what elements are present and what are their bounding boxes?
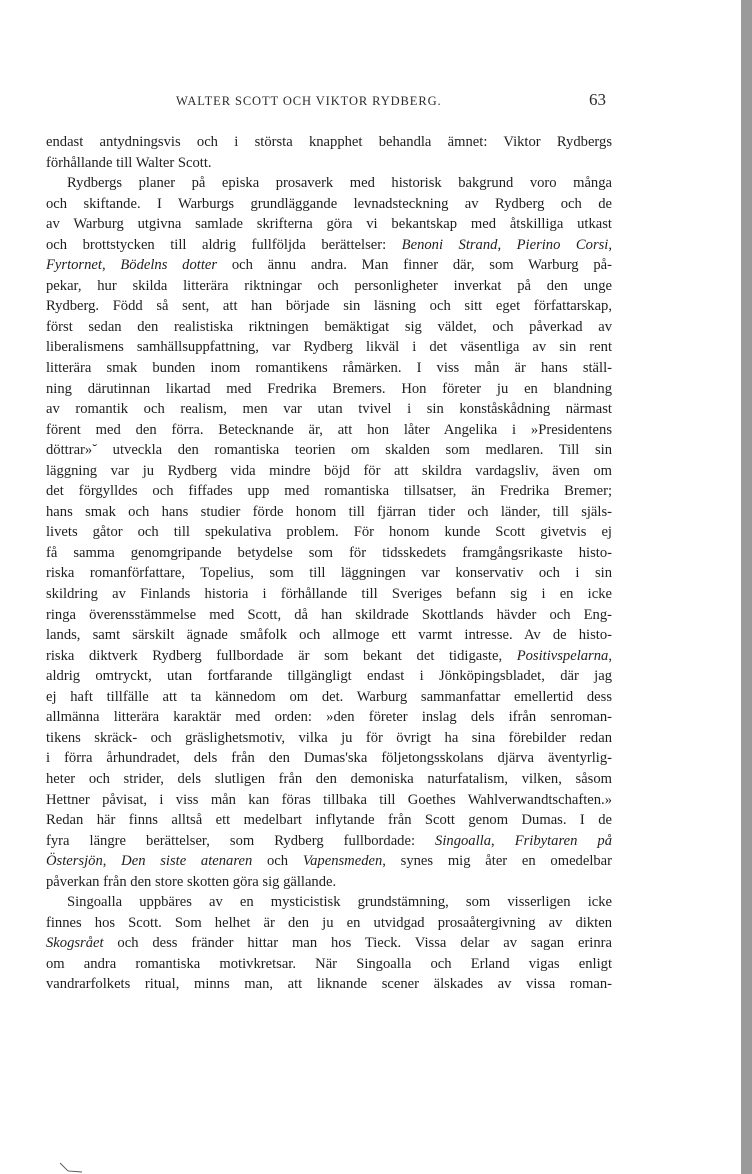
italic-title: Benoni Strand: [401, 236, 498, 253]
text-line: [46, 481, 612, 502]
italic-title: Positivspelarna: [516, 647, 609, 664]
text-run: skildring av Finlands historia i förhållande till Sveriges befann sig i en icke: [46, 586, 612, 603]
text-run: av romantik och realism, men var utan tvivel i sin konståskådning närmast: [46, 401, 612, 418]
text-line: [46, 605, 612, 626]
text-line: [46, 625, 612, 646]
text-line: [46, 810, 612, 831]
text-run: vandrarfolkets ritual, minns man, att liknande scener älskades av vissa roman-: [46, 976, 612, 993]
text-line: [46, 296, 612, 317]
text-run: ej haft tillfälle att ta kännedom om det. Warburg sammanfattar emellertid dess: [46, 688, 612, 705]
text-run: riska romanförfattare, Topelius, som till läggningen var konservativ och i sin: [46, 565, 612, 582]
running-title: WALTER SCOTT OCH VIKTOR RYDBERG.: [176, 94, 442, 108]
text-line: [46, 954, 612, 975]
text-line: [46, 358, 612, 379]
text-line: [46, 748, 612, 769]
text-run: ,: [608, 236, 612, 253]
text-line: [46, 666, 612, 687]
text-run: ,: [497, 236, 517, 253]
text-run: och dess fränder hittar man hos Tieck. Vissa delar av sagan erinra: [103, 935, 612, 952]
text-run: ringa överensstämmelse med Scott, då han skildrade Skottlands hävder och Eng-: [46, 606, 612, 623]
text-run: påverkan från den store skotten göra sig gällande.: [46, 873, 337, 890]
text-line: [46, 563, 612, 584]
text-line: [46, 153, 612, 174]
text-line: [46, 584, 612, 605]
text-run: endast antydningsvis och i största knapphet behandla ämnet: Viktor Rydbergs: [46, 134, 612, 150]
italic-title: Fribytaren på: [514, 832, 612, 849]
text-run: tikens skräck- och gräslighetsmotiv, vilka ju för övrigt ha sina förebilder redan: [46, 729, 612, 746]
text-line: [46, 379, 612, 400]
text-line: [46, 276, 612, 297]
text-run: ,: [491, 832, 515, 849]
body-text: [46, 132, 612, 995]
text-run: och ännu andra. Man finner där, som Warburg på-: [217, 257, 612, 274]
text-run: förhållande till Walter Scott.: [46, 154, 212, 171]
text-line: [46, 790, 612, 811]
page-number: 63: [589, 90, 606, 109]
italic-title: Bödelns dotter: [120, 257, 218, 274]
text-run: liberalismens samhällsuppfattning, var Rydberg likväl i det väsentliga av sin rent: [46, 339, 612, 356]
text-line: [46, 502, 612, 523]
scan-mark: [58, 1162, 84, 1174]
italic-title: Singoalla: [435, 832, 491, 849]
text-line: [46, 707, 612, 728]
text-run: i förra århundradet, dels från den Dumas'ska följetongsskolans djärva äventyrlig-: [46, 750, 612, 767]
text-run: fyra längre berättelser, som Rydberg fullbordade:: [46, 832, 436, 849]
text-line: [46, 255, 612, 276]
text-run: ning därutinnan likartad med Fredrika Bremers. Hon företer ju en blandning: [46, 380, 612, 397]
text-run: litterära smak bunden inom romantikens råmärken. I viss mån är hans ställ-: [46, 360, 612, 377]
text-line: [46, 892, 612, 913]
text-run: och brottstycken till aldrig fullföljda berättelser:: [46, 236, 402, 253]
text-run: livets gåtor och till spekulativa problem. För honom kunde Scott givetvis ej: [46, 524, 612, 541]
text-run: Singoalla uppbäres av en mysticistisk grundstämning, som visserligen icke: [67, 894, 612, 911]
text-line: [46, 933, 612, 954]
text-run: hans smak och hans studier förde honom till fjärran tider och länder, till själs-: [46, 503, 612, 520]
text-line: [46, 872, 612, 893]
text-run: och skiftande. I Warburgs grundläggande levnadsteckning av Rydberg och de: [46, 195, 612, 212]
text-run: lands, samt särskilt ägnade småfolk och allmoge ett varmt intresse. Av de histo-: [46, 627, 612, 644]
text-line: [46, 974, 612, 995]
text-line: [46, 461, 612, 482]
text-line: [46, 543, 612, 564]
text-run: och: [252, 853, 303, 870]
text-run: Hettner påvisat, i viss mån kan föras tillbaka till Goethes Wahlverwandtschaften.»: [46, 791, 612, 808]
text-run: ,: [102, 853, 122, 870]
text-run: , synes mig åter en omedelbar: [382, 853, 612, 870]
italic-title: Skogsrået: [46, 935, 104, 952]
text-line: [46, 913, 612, 934]
text-line: [46, 687, 612, 708]
text-line: [46, 831, 612, 852]
italic-title: Den siste atenaren: [121, 853, 253, 870]
text-run: det förgylldes och fiffades upp med romantiska tillsatser, än Fredrika Bremer;: [46, 483, 612, 500]
text-run: förent med den förra. Betecknande är, att hon låter Angelika i »Presidentens: [46, 421, 612, 438]
text-run: pekar, hur skilda litterära riktningar och personligheter inverkat på den unge: [46, 277, 612, 294]
text-run: allmänna litterära karaktär med orden: »den företer inslag dels ifrån senroman-: [46, 709, 612, 726]
italic-title: Vapensmeden: [302, 853, 383, 870]
text-run: döttrar»˘ utveckla den romantiska teorien om skalden som medlaren. Till sin: [46, 442, 612, 459]
text-line: [46, 440, 612, 461]
text-run: riska diktverk Rydberg fullbordade är som bekant det tidigaste,: [46, 647, 517, 664]
text-line: [46, 132, 612, 153]
text-run: ,: [608, 647, 612, 664]
page-edge-shadow: [741, 0, 752, 1174]
text-run: av Warburg utgivna samlade skrifterna göra vi bekantskap med åtskilliga utkast: [46, 216, 612, 233]
text-line: [46, 317, 612, 338]
text-line: [46, 173, 612, 194]
text-line: [46, 646, 612, 667]
text-run: Redan här finns alltså ett medelbart inflytande från Scott genom Dumas. I de: [46, 812, 612, 829]
italic-title: Fyrtornet: [46, 257, 102, 274]
text-run: Rydberg. Född så sent, att han började sin läsning och sitt eget författarskap,: [46, 298, 612, 315]
text-run: heter och strider, dels slutligen från den demoniska naturfatalism, vilken, såsom: [46, 770, 612, 787]
italic-title: Pierino Corsi: [516, 236, 609, 253]
text-line: [46, 194, 612, 215]
text-run: få samma genomgripande betydelse som för tidsskedets framgångsrikaste histo-: [46, 544, 612, 561]
text-line: [46, 522, 612, 543]
text-line: [46, 851, 612, 872]
text-run: aldrig omtryckt, utan fortfarande tillgängligt endast i Jönköpingsbladet, där jag: [46, 668, 612, 685]
text-run: Rydbergs planer på episka prosaverk med historisk bakgrund voro många: [67, 175, 612, 192]
text-line: [46, 420, 612, 441]
text-run: först sedan den realistiska riktningen bemäktigat sig väldet, och påverkad av: [46, 318, 612, 335]
text-run: finnes hos Scott. Som helhet är den ju en utvidgad prosaåtergivning av dikten: [46, 914, 612, 931]
text-line: [46, 769, 612, 790]
text-line: [46, 337, 612, 358]
text-line: [46, 235, 612, 256]
text-run: ,: [101, 257, 121, 274]
text-run: om andra romantiska motivkretsar. När Singoalla och Erland vigas enligt: [46, 955, 612, 972]
text-line: [46, 728, 612, 749]
italic-title: Östersjön: [46, 853, 103, 870]
text-run: läggning var ju Rydberg vida mindre böjd för att skildra vardagsliv, även om: [46, 462, 612, 479]
running-head: [46, 90, 612, 114]
text-line: [46, 214, 612, 235]
text-line: [46, 399, 612, 420]
